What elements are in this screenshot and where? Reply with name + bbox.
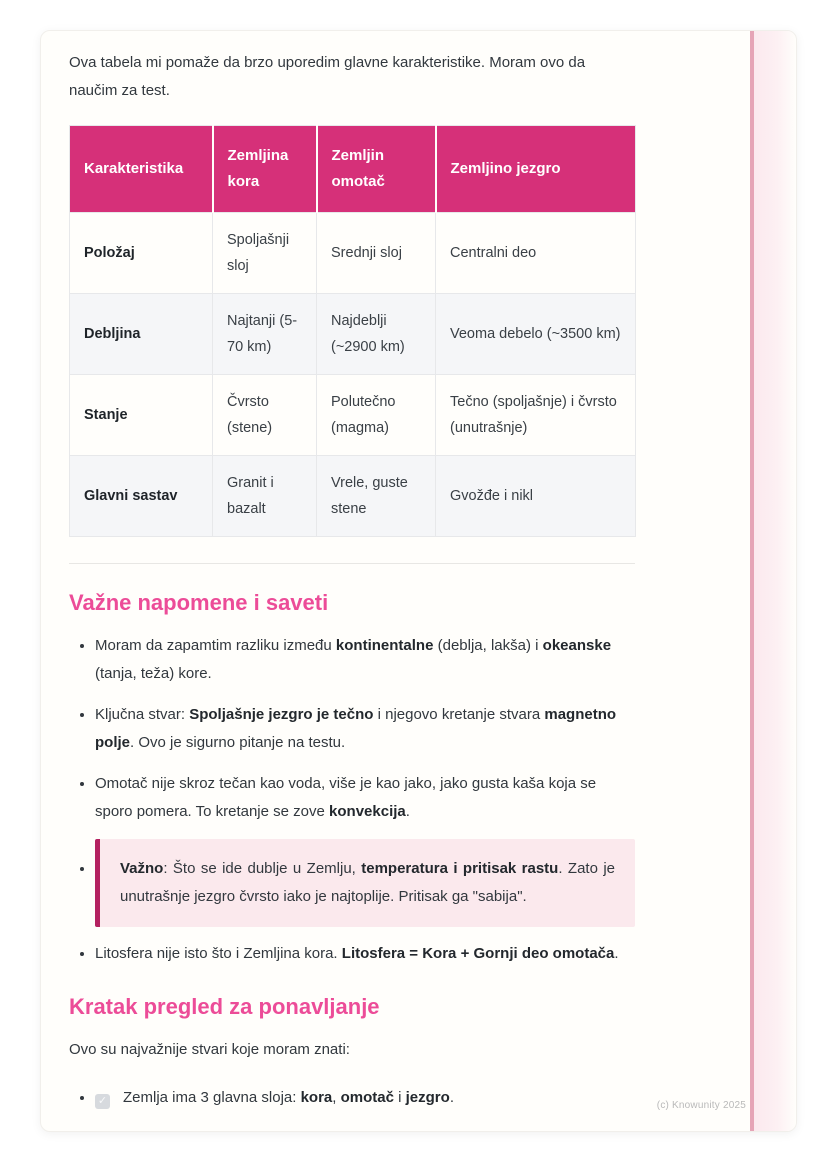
row-label: Položaj [70, 213, 213, 294]
notes-section-title: Važne napomene i saveti [69, 590, 329, 615]
table-cell: Najtanji (5-70 km) [213, 294, 317, 375]
table-cell: Spoljašnji sloj [213, 213, 317, 294]
intro-paragraph: Ova tabela mi pomaže da brzo uporedim glavne karakteristike. Moram ovo da naučim za test. [69, 54, 586, 99]
column-header: Karakteristika [70, 126, 213, 213]
checklist-item [95, 1084, 635, 1112]
row-label: Glavni sastav [70, 456, 213, 537]
checklist-item-text: Zemlja ima 3 glavna sloja: kora, omotač i jezgro. [123, 1089, 454, 1106]
table-row [70, 213, 636, 294]
table-cell: Veoma debelo (~3500 km) [436, 294, 636, 375]
review-lead: Ovo su najvažnije stvari koje moram znati: [69, 1041, 350, 1058]
comparison-table [69, 125, 636, 537]
checked-checkbox-icon[interactable]: ✓ [95, 1094, 110, 1109]
table-cell: Centralni deo [436, 213, 636, 294]
table-cell: Najdeblji (~2900 km) [317, 294, 436, 375]
table-row [70, 375, 636, 456]
table-cell: Čvrsto (stene) [213, 375, 317, 456]
column-header: Zemljino jezgro [436, 126, 636, 213]
column-header: Zemljina kora [213, 126, 317, 213]
important-callout: • Važno: Što se ide dublje u Zemlju, temperatura i pritisak rastu. Zato je unutrašnje jezgro čvrsto iako je najtoplije. Pritisak ga "sabija". [95, 839, 635, 927]
row-label: Stanje [70, 375, 213, 456]
table-cell: Polutečno (magma) [317, 375, 436, 456]
review-checklist [69, 1084, 635, 1112]
list-item: • Moram da zapamtim razliku između kontinentalne (deblja, lakša) i okeanske (tanja, teža) kore. [95, 632, 635, 688]
note-page [40, 30, 797, 1132]
notes-bullet-list [69, 632, 635, 968]
review-section-title: Kratak pregled za ponavljanje [69, 994, 380, 1019]
row-label: Debljina [70, 294, 213, 375]
table-cell: Tečno (spoljašnje) i čvrsto (unutrašnje) [436, 375, 636, 456]
list-item-callout [95, 839, 635, 927]
table-cell: Granit i bazalt [213, 456, 317, 537]
table-cell: Vrele, guste stene [317, 456, 436, 537]
page-edge-ribbon [750, 31, 796, 1131]
list-item: • Litosfera nije isto što i Zemljina kora. Litosfera = Kora + Gornji deo omotača. [95, 940, 635, 968]
table-row [70, 294, 636, 375]
table-cell: Srednji sloj [317, 213, 436, 294]
table-header-row [70, 126, 636, 213]
list-item: • Omotač nije skroz tečan kao voda, više je kao jako, jako gusta kaša koja se sporo pomera. To kretanje se zove konvekcija. [95, 770, 635, 826]
list-item: • Ključna stvar: Spoljašnje jezgro je tečno i njegovo kretanje stvara magnetno polje. Ovo je sigurno pitanje na testu. [95, 701, 635, 757]
section-divider [69, 563, 635, 564]
note-content [69, 43, 635, 1124]
table-cell: Gvožđe i nikl [436, 456, 636, 537]
table-row [70, 456, 636, 537]
column-header: Zemljin omotač [317, 126, 436, 213]
copyright-watermark: (c) Knowunity 2025 [656, 1100, 746, 1111]
